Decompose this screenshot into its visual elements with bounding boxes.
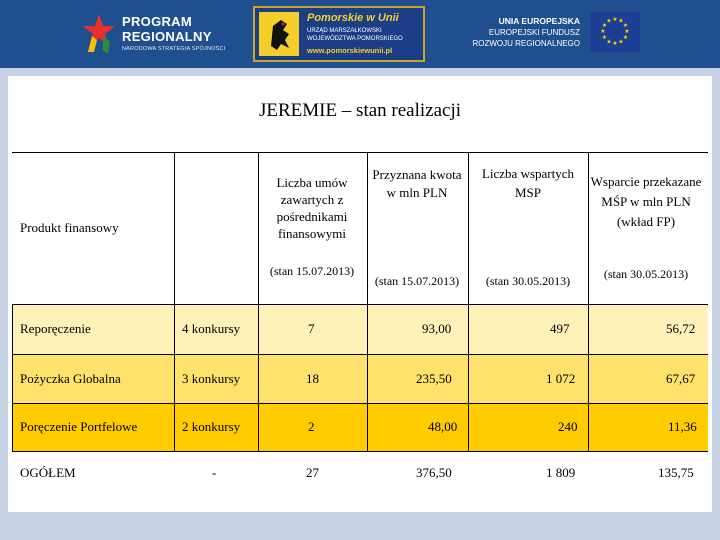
- program-line1: PROGRAM: [122, 14, 192, 29]
- grid-line: [12, 354, 708, 355]
- frame-top: [0, 68, 720, 76]
- header-amount-date: (stan 15.07.2013): [374, 274, 460, 288]
- header-support-date: (stan 30.05.2013): [603, 267, 689, 281]
- row-product: Poręczenie Portfelowe: [20, 419, 138, 434]
- grid-line: [588, 152, 589, 451]
- row-support: 11,36: [668, 419, 697, 434]
- grid-line: [468, 152, 469, 451]
- pomorskie-url: www.pomorskiewunii.pl: [307, 46, 393, 55]
- row-contracts: 18: [306, 371, 319, 386]
- row-contracts: 7: [308, 321, 315, 336]
- header-support: Wsparcie przekazane MŚP w mln PLN (wkład FP): [590, 174, 702, 229]
- row-msp: 1 072: [546, 371, 576, 386]
- grid-line: [367, 152, 368, 451]
- svg-text:★: ★: [624, 28, 630, 35]
- frame-left: [0, 76, 8, 540]
- griffin-crest-icon: [259, 12, 299, 56]
- svg-text:★: ★: [606, 17, 612, 25]
- eu-logo: [460, 12, 640, 58]
- eu-line1: UNIA EUROPEJSKA: [498, 16, 580, 26]
- pomorskie-logo: [253, 6, 425, 62]
- svg-text:★: ★: [622, 22, 629, 29]
- eu-line3: ROZWOJU REGIONALNEGO: [472, 39, 580, 48]
- row-support: 56,72: [666, 321, 696, 336]
- header-contracts: Liczba umów zawartych z pośrednikami finansowymi: [276, 175, 348, 241]
- total-contracts: 27: [306, 465, 319, 480]
- total-amount: 376,50: [416, 465, 452, 480]
- svg-text:★: ★: [622, 34, 629, 41]
- grid-line: [12, 304, 708, 305]
- grid-line: [12, 152, 708, 153]
- svg-text:★: ★: [612, 40, 618, 47]
- program-subtitle: NARODOWA STRATEGIA SPÓJNOŚCI: [122, 46, 226, 52]
- row-contracts: 2: [308, 419, 315, 434]
- frame-bottom: [0, 512, 720, 540]
- row-msp: 240: [558, 419, 578, 434]
- svg-text:★: ★: [601, 22, 608, 29]
- header-msp: Liczba wspartych MSP: [481, 166, 575, 200]
- row-contests: 2 konkursy: [182, 419, 241, 434]
- table-row: [12, 403, 708, 451]
- grid-line: [174, 152, 175, 451]
- header-banner: [0, 0, 720, 68]
- svg-text:★: ★: [600, 28, 606, 35]
- total-product: OGÓŁEM: [20, 465, 76, 480]
- row-product: Reporęczenie: [20, 321, 91, 336]
- frame-right: [712, 76, 720, 540]
- header-product: Produkt finansowy: [20, 220, 119, 235]
- total-msp: 1 809: [546, 465, 576, 480]
- table-header: [12, 152, 708, 304]
- pomorskie-title: Pomorskie w Unii: [307, 12, 399, 24]
- svg-text:★: ★: [606, 38, 612, 46]
- grid-line: [12, 403, 708, 404]
- header-contracts-date: (stan 15.07.2013): [269, 264, 355, 278]
- eu-flag-icon: [590, 12, 640, 52]
- grid-line: [12, 451, 708, 452]
- total-contests: -: [212, 465, 217, 480]
- row-support: 67,67: [666, 371, 696, 386]
- program-line2: REGIONALNY: [122, 29, 212, 44]
- row-amount: 93,00: [422, 321, 452, 336]
- program-star-icon: [82, 12, 116, 56]
- row-contests: 4 konkursy: [182, 321, 241, 336]
- table-row: [12, 304, 708, 354]
- eu-line2: EUROPEJSKI FUNDUSZ: [488, 28, 580, 37]
- svg-text:★: ★: [618, 38, 624, 46]
- row-amount: 48,00: [428, 419, 458, 434]
- row-contests: 3 konkursy: [182, 371, 241, 386]
- pomorskie-line1: URZĄD MARSZAŁKOWSKI: [307, 28, 382, 34]
- header-amount: Przyznana kwota w mln PLN: [372, 167, 462, 200]
- table-total-row: [12, 451, 708, 501]
- program-regionalny-logo: [80, 10, 225, 60]
- svg-text:★: ★: [601, 34, 608, 41]
- header-msp-date: (stan 30.05.2013): [485, 274, 571, 288]
- page-title: JEREMIE – stan realizacji: [258, 100, 462, 121]
- pomorskie-line2: WOJEWÓDZTWA POMORSKIEGO: [307, 36, 403, 42]
- row-product: Pożyczka Globalna: [20, 371, 121, 386]
- svg-text:★: ★: [612, 16, 618, 23]
- svg-text:★: ★: [618, 17, 624, 25]
- table-row: [12, 354, 708, 403]
- total-support: 135,75: [658, 465, 694, 480]
- row-amount: 235,50: [416, 371, 452, 386]
- grid-line: [258, 152, 259, 451]
- row-msp: 497: [550, 321, 570, 336]
- grid-line: [12, 304, 13, 451]
